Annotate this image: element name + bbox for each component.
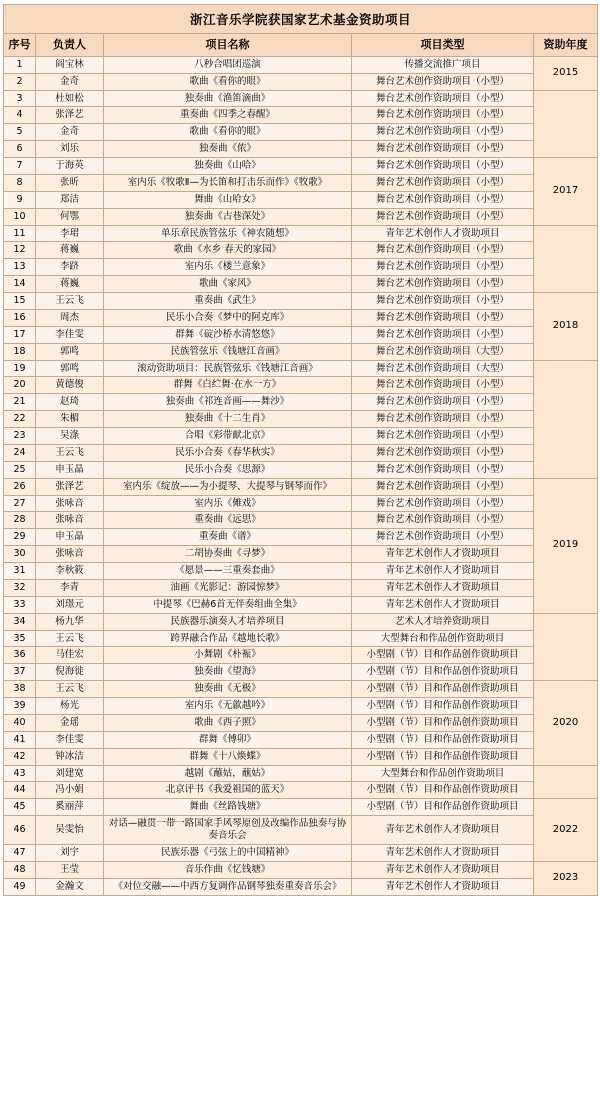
cell-project: 越剧《蘸姑，蘸姑》 [104, 765, 352, 782]
cell-year: 2019 [534, 478, 598, 613]
cell-type: 传播交流推广项目 [352, 56, 534, 73]
cell-type: 小型剧（节）目和作品创作资助项目 [352, 731, 534, 748]
cell-person: 刘璟元 [36, 596, 104, 613]
table-row [4, 293, 598, 310]
cell-type: 小型剧（节）目和作品创作资助项目 [352, 647, 534, 664]
cell-index: 30 [4, 546, 36, 563]
cell-index: 43 [4, 765, 36, 782]
cell-project: 民乐小合奏《思源》 [104, 461, 352, 478]
cell-person: 吴涤 [36, 428, 104, 445]
cell-type: 舞台艺术创作资助项目（小型） [352, 141, 534, 158]
cell-project: 独奏曲《古巷深处》 [104, 208, 352, 225]
cell-person: 申玉晶 [36, 529, 104, 546]
cell-person: 张咏音 [36, 546, 104, 563]
cell-index: 8 [4, 174, 36, 191]
cell-person: 张泽艺 [36, 478, 104, 495]
column-header-project: 项目名称 [104, 34, 352, 57]
cell-index: 5 [4, 124, 36, 141]
table-row [4, 141, 598, 158]
cell-type: 青年艺术创作人才资助项目 [352, 563, 534, 580]
cell-project: 室内乐《无歙越吟》 [104, 698, 352, 715]
cell-project: 重奏曲《武生》 [104, 293, 352, 310]
cell-project: 群舞《十八焕蝶》 [104, 748, 352, 765]
cell-type: 舞台艺术创作资助项目（小型） [352, 158, 534, 175]
table-row [4, 748, 598, 765]
table-row [4, 225, 598, 242]
table-row [4, 596, 598, 613]
cell-index: 47 [4, 844, 36, 861]
cell-year [534, 613, 598, 681]
table-row [4, 529, 598, 546]
table-row [4, 90, 598, 107]
cell-index: 10 [4, 208, 36, 225]
cell-index: 33 [4, 596, 36, 613]
column-header-person: 负责人 [36, 34, 104, 57]
cell-person: 刘建宽 [36, 765, 104, 782]
cell-person: 王云飞 [36, 293, 104, 310]
cell-person: 钟冰洁 [36, 748, 104, 765]
cell-person: 蒋巍 [36, 242, 104, 259]
table-row [4, 878, 598, 895]
table-row [4, 107, 598, 124]
cell-type: 青年艺术创作人才资助项目 [352, 546, 534, 563]
cell-type: 舞台艺术创作资助项目（小型） [352, 326, 534, 343]
table-row [4, 208, 598, 225]
cell-project: 独奏曲《侬》 [104, 141, 352, 158]
cell-project: 合唱《彩带献北京》 [104, 428, 352, 445]
table-row [4, 377, 598, 394]
cell-person: 金奇 [36, 124, 104, 141]
cell-person: 阎宝林 [36, 56, 104, 73]
cell-index: 13 [4, 259, 36, 276]
cell-index: 12 [4, 242, 36, 259]
table-row [4, 191, 598, 208]
cell-project: 单乐章民族管弦乐《神农随想》 [104, 225, 352, 242]
cell-project: 《对位交融——中西方复调作品钢琴独奏重奏音乐会》 [104, 878, 352, 895]
cell-person: 奚丽萍 [36, 799, 104, 816]
cell-type: 舞台艺术创作资助项目（小型） [352, 512, 534, 529]
cell-person: 王云飞 [36, 630, 104, 647]
cell-type: 舞台艺术创作资助项目（小型） [352, 394, 534, 411]
table-row [4, 461, 598, 478]
cell-person: 王云飞 [36, 681, 104, 698]
cell-project: 歌曲《看你的眼》 [104, 124, 352, 141]
cell-index: 31 [4, 563, 36, 580]
cell-project: 独奏曲《山哈》 [104, 158, 352, 175]
table-row [4, 861, 598, 878]
cell-person: 倪海徙 [36, 664, 104, 681]
cell-person: 张咏音 [36, 512, 104, 529]
cell-person: 赵琦 [36, 394, 104, 411]
table-title: 浙江音乐学院获国家艺术基金资助项目 [3, 4, 598, 33]
cell-year [534, 225, 598, 293]
cell-year: 2018 [534, 293, 598, 361]
cell-index: 18 [4, 343, 36, 360]
cell-index: 11 [4, 225, 36, 242]
cell-person: 金瑶 [36, 714, 104, 731]
table-row [4, 698, 598, 715]
cell-project: 重奏曲《四季之春醒》 [104, 107, 352, 124]
cell-type: 艺术人才培养资助项目 [352, 613, 534, 630]
cell-index: 32 [4, 579, 36, 596]
cell-type: 舞台艺术创作资助项目（小型） [352, 444, 534, 461]
cell-type: 小型剧（节）目和作品创作资助项目 [352, 664, 534, 681]
cell-index: 6 [4, 141, 36, 158]
cell-person: 张昕 [36, 174, 104, 191]
cell-type: 舞台艺术创作资助项目（小型） [352, 478, 534, 495]
funding-projects-table [3, 4, 598, 896]
cell-type: 青年艺术创作人才资助项目 [352, 878, 534, 895]
cell-index: 24 [4, 444, 36, 461]
table-row [4, 681, 598, 698]
table-row [4, 56, 598, 73]
cell-type: 小型剧（节）目和作品创作资助项目 [352, 714, 534, 731]
cell-project: 重奏曲《远思》 [104, 512, 352, 529]
cell-index: 21 [4, 394, 36, 411]
cell-project: 舞曲《山哈女》 [104, 191, 352, 208]
cell-year: 2022 [534, 799, 598, 862]
cell-index: 22 [4, 411, 36, 428]
cell-person: 李佳雯 [36, 326, 104, 343]
cell-year [534, 765, 598, 799]
table-row [4, 428, 598, 445]
cell-person: 张泽艺 [36, 107, 104, 124]
table-row [4, 765, 598, 782]
cell-person: 吴雯怡 [36, 816, 104, 845]
cell-type: 青年艺术创作人才资助项目 [352, 579, 534, 596]
cell-type: 舞台艺术创作资助项目（小型） [352, 377, 534, 394]
table-row [4, 411, 598, 428]
table-row [4, 478, 598, 495]
table-row [4, 512, 598, 529]
column-header-type: 项目类型 [352, 34, 534, 57]
table-row [4, 844, 598, 861]
cell-year: 2017 [534, 158, 598, 226]
cell-project: 民族乐器《弓弦上的中国精神》 [104, 844, 352, 861]
cell-index: 2 [4, 73, 36, 90]
cell-person: 马佳宏 [36, 647, 104, 664]
cell-index: 16 [4, 309, 36, 326]
cell-project: 室内乐《绽放——为小提琴、大提琴与钢琴而作》 [104, 478, 352, 495]
table-row [4, 647, 598, 664]
cell-index: 39 [4, 698, 36, 715]
cell-index: 44 [4, 782, 36, 799]
cell-index: 9 [4, 191, 36, 208]
table-row [4, 579, 598, 596]
cell-project: 对话—融贯一带一路国家手风琴原创及改编作品独奏与协奏音乐会 [104, 816, 352, 845]
cell-person: 郑洁 [36, 191, 104, 208]
table-header [4, 34, 598, 57]
table-row [4, 444, 598, 461]
cell-index: 37 [4, 664, 36, 681]
cell-person: 金奇 [36, 73, 104, 90]
cell-person: 刘宇 [36, 844, 104, 861]
cell-project: 民乐小合奏《春华秋实》 [104, 444, 352, 461]
cell-project: 中提琴《巴赫6首无伴奏组曲全集》 [104, 596, 352, 613]
cell-type: 舞台艺术创作资助项目（小型） [352, 428, 534, 445]
cell-project: 滚动资助项目：民族管弦乐《钱塘江音画》 [104, 360, 352, 377]
cell-person: 朱楣 [36, 411, 104, 428]
cell-type: 小型剧（节）目和作品创作资助项目 [352, 698, 534, 715]
cell-type: 青年艺术创作人才资助项目 [352, 844, 534, 861]
table-row [4, 563, 598, 580]
cell-type: 舞台艺术创作资助项目（小型） [352, 208, 534, 225]
cell-index: 25 [4, 461, 36, 478]
cell-index: 14 [4, 276, 36, 293]
table-row [4, 343, 598, 360]
table-row [4, 124, 598, 141]
cell-type: 舞台艺术创作资助项目（小型） [352, 107, 534, 124]
table-row [4, 546, 598, 563]
cell-person: 郭鸣 [36, 360, 104, 377]
cell-type: 舞台艺术创作资助项目（小型） [352, 276, 534, 293]
cell-project: 群舞《碇沙桥水清悠悠》 [104, 326, 352, 343]
cell-type: 舞台艺术创作资助项目（小型） [352, 411, 534, 428]
cell-project: 室内乐《傩戏》 [104, 495, 352, 512]
cell-type: 舞台艺术创作资助项目（小型） [352, 73, 534, 90]
cell-project: 舞曲《丝路钱塘》 [104, 799, 352, 816]
cell-type: 舞台艺术创作资助项目（大型） [352, 343, 534, 360]
cell-index: 35 [4, 630, 36, 647]
cell-project: 民族管弦乐《钱塘江音画》 [104, 343, 352, 360]
cell-project: 北京评书《我爱祖国的蓝天》 [104, 782, 352, 799]
cell-type: 舞台艺术创作资助项目（小型） [352, 293, 534, 310]
cell-type: 舞台艺术创作资助项目（小型） [352, 259, 534, 276]
cell-project: 音乐作曲《忆钱塘》 [104, 861, 352, 878]
cell-person: 周杰 [36, 309, 104, 326]
table-row [4, 259, 598, 276]
table-row [4, 630, 598, 647]
cell-person: 王云飞 [36, 444, 104, 461]
cell-project: 群舞《傅卯》 [104, 731, 352, 748]
cell-type: 小型剧（节）目和作品创作资助项目 [352, 681, 534, 698]
cell-type: 大型舞台和作品创作资助项目 [352, 765, 534, 782]
cell-project: 独奏曲《望海》 [104, 664, 352, 681]
cell-person: 李青 [36, 579, 104, 596]
table-row [4, 394, 598, 411]
cell-project: 歌曲《西子照》 [104, 714, 352, 731]
cell-type: 舞台艺术创作资助项目（小型） [352, 461, 534, 478]
table-row [4, 495, 598, 512]
cell-type: 大型舞台和作品创作资助项目 [352, 630, 534, 647]
cell-person: 杜如松 [36, 90, 104, 107]
cell-person: 刘乐 [36, 141, 104, 158]
table-row [4, 158, 598, 175]
cell-project: 民族器乐演奏人才培养项目 [104, 613, 352, 630]
cell-year [534, 90, 598, 158]
cell-index: 1 [4, 56, 36, 73]
cell-type: 舞台艺术创作资助项目（小型） [352, 124, 534, 141]
cell-person: 黄德俊 [36, 377, 104, 394]
column-header-index: 序号 [4, 34, 36, 57]
cell-person: 张咏音 [36, 495, 104, 512]
table-row [4, 73, 598, 90]
cell-index: 17 [4, 326, 36, 343]
cell-index: 19 [4, 360, 36, 377]
cell-index: 4 [4, 107, 36, 124]
cell-project: 跨界融合作品《越地长歌》 [104, 630, 352, 647]
table-row [4, 276, 598, 293]
cell-project: 重奏曲《谱》 [104, 529, 352, 546]
table-row [4, 174, 598, 191]
cell-project: 歌曲《家风》 [104, 276, 352, 293]
cell-index: 3 [4, 90, 36, 107]
cell-person: 杨光 [36, 698, 104, 715]
cell-type: 舞台艺术创作资助项目（小型） [352, 191, 534, 208]
table-body [4, 56, 598, 895]
cell-index: 15 [4, 293, 36, 310]
table-row [4, 326, 598, 343]
table-row [4, 613, 598, 630]
cell-person: 李秋筱 [36, 563, 104, 580]
cell-person: 郭鸣 [36, 343, 104, 360]
cell-type: 舞台艺术创作资助项目（大型） [352, 360, 534, 377]
cell-index: 46 [4, 816, 36, 845]
cell-type: 舞台艺术创作资助项目（小型） [352, 529, 534, 546]
cell-index: 34 [4, 613, 36, 630]
column-header-year: 资助年度 [534, 34, 598, 57]
cell-project: 八秒合唱团巡演 [104, 56, 352, 73]
header-row [4, 34, 598, 57]
cell-project: 独奏曲《十二生肖》 [104, 411, 352, 428]
cell-project: 小舞剧《朴裖》 [104, 647, 352, 664]
cell-year [534, 360, 598, 478]
table-row [4, 714, 598, 731]
cell-index: 49 [4, 878, 36, 895]
table-row [4, 664, 598, 681]
cell-index: 40 [4, 714, 36, 731]
cell-type: 青年艺术创作人才资助项目 [352, 596, 534, 613]
cell-type: 舞台艺术创作资助项目（小型） [352, 242, 534, 259]
cell-index: 36 [4, 647, 36, 664]
cell-index: 26 [4, 478, 36, 495]
table-row [4, 309, 598, 326]
cell-type: 舞台艺术创作资助项目（小型） [352, 174, 534, 191]
cell-project: 室内乐《牧歌Ⅱ—为长笛和打击乐而作》《牧歌》 [104, 174, 352, 191]
cell-person: 冯小娟 [36, 782, 104, 799]
cell-person: 何鄂 [36, 208, 104, 225]
cell-index: 29 [4, 529, 36, 546]
cell-person: 王莹 [36, 861, 104, 878]
cell-index: 48 [4, 861, 36, 878]
cell-type: 舞台艺术创作资助项目（小型） [352, 309, 534, 326]
cell-index: 27 [4, 495, 36, 512]
cell-index: 20 [4, 377, 36, 394]
cell-project: 室内乐《楼兰意象》 [104, 259, 352, 276]
cell-person: 金瀚文 [36, 878, 104, 895]
cell-index: 28 [4, 512, 36, 529]
cell-year: 2023 [534, 861, 598, 895]
cell-type: 舞台艺术创作资助项目（小型） [352, 90, 534, 107]
cell-project: 油画《光影记：游园惊梦》 [104, 579, 352, 596]
cell-project: 独奏曲《祁连音画——舞沙》 [104, 394, 352, 411]
cell-person: 李跻 [36, 259, 104, 276]
table-row [4, 816, 598, 845]
table-row [4, 782, 598, 799]
cell-person: 李佳雯 [36, 731, 104, 748]
cell-type: 青年艺术创作人才资助项目 [352, 816, 534, 845]
cell-person: 蒋巍 [36, 276, 104, 293]
cell-person: 申玉晶 [36, 461, 104, 478]
cell-project: 独奏曲《渔笛滴曲》 [104, 90, 352, 107]
cell-type: 舞台艺术创作资助项目（小型） [352, 495, 534, 512]
cell-project: 《愿景——三重奏套曲》 [104, 563, 352, 580]
cell-person: 杨九华 [36, 613, 104, 630]
cell-index: 41 [4, 731, 36, 748]
cell-type: 小型剧（节）目和作品创作资助项目 [352, 782, 534, 799]
table-row [4, 731, 598, 748]
table-row [4, 360, 598, 377]
cell-index: 38 [4, 681, 36, 698]
cell-type: 小型剧（节）目和作品创作资助项目 [352, 799, 534, 816]
cell-project: 民乐小合奏《梦中的阿克库》 [104, 309, 352, 326]
table-row [4, 242, 598, 259]
cell-project: 歌曲《水乡 春天的家园》 [104, 242, 352, 259]
cell-index: 42 [4, 748, 36, 765]
cell-year: 2015 [534, 56, 598, 90]
cell-year: 2020 [534, 681, 598, 765]
table-row [4, 799, 598, 816]
cell-person: 于海英 [36, 158, 104, 175]
cell-index: 7 [4, 158, 36, 175]
cell-type: 青年艺术创作人才资助项目 [352, 225, 534, 242]
cell-index: 45 [4, 799, 36, 816]
cell-index: 23 [4, 428, 36, 445]
cell-type: 青年艺术创作人才资助项目 [352, 861, 534, 878]
cell-project: 群舞《白纻舞·在水一方》 [104, 377, 352, 394]
cell-project: 二胡协奏曲《寻梦》 [104, 546, 352, 563]
cell-project: 歌曲《看你的眼》 [104, 73, 352, 90]
cell-person: 李珺 [36, 225, 104, 242]
cell-project: 独奏曲《无极》 [104, 681, 352, 698]
cell-type: 小型剧（节）目和作品创作资助项目 [352, 748, 534, 765]
